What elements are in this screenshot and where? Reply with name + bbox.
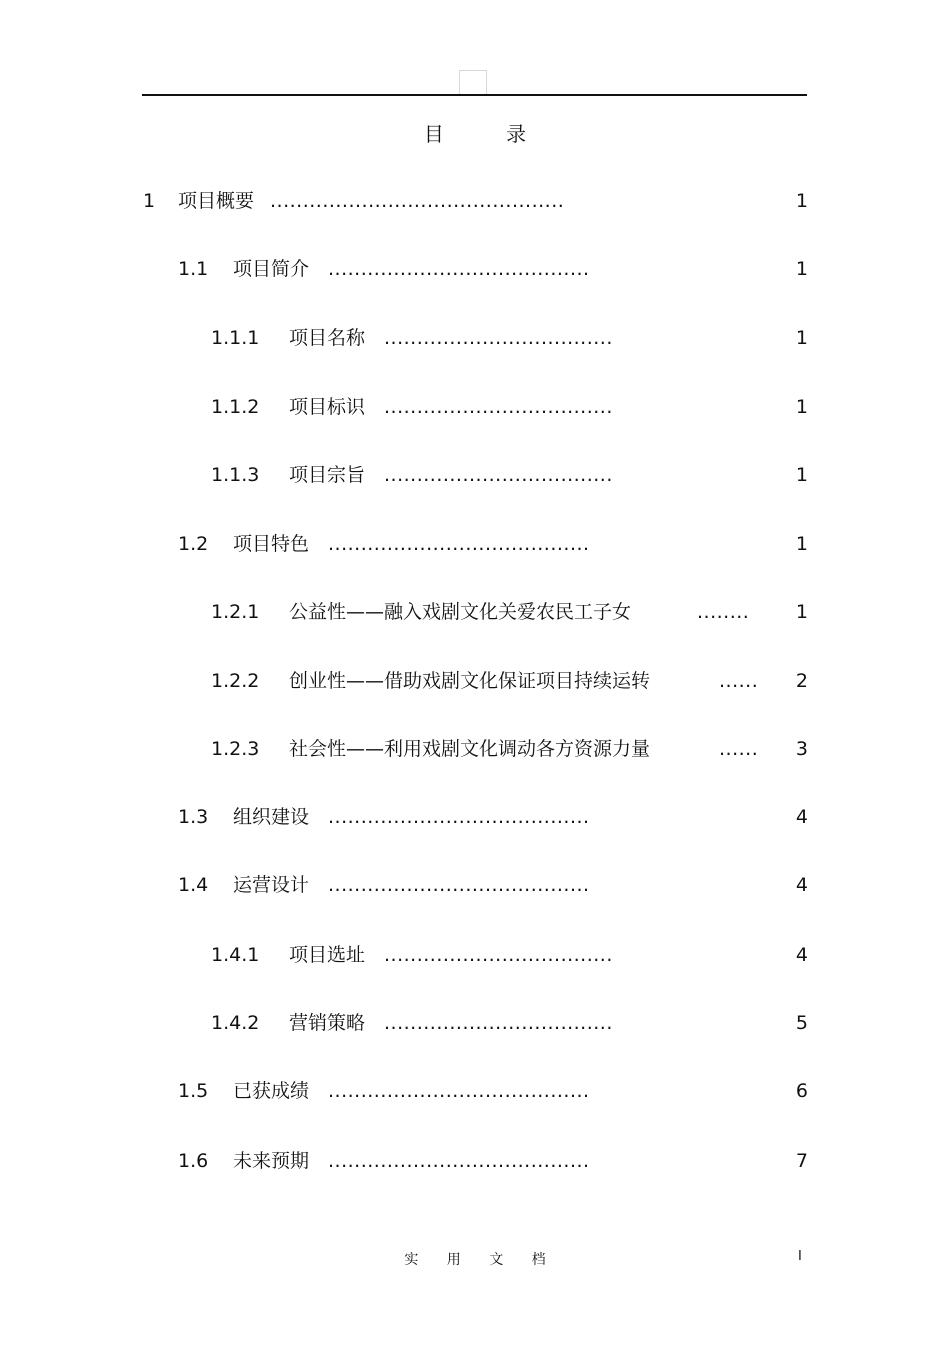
toc-entry-title: 项目宗旨 [289,464,366,486]
toc-entry-page: 7 [795,1150,808,1172]
toc-title: 目 录 [423,122,555,146]
toc-entry-number: 1.2.1 [211,601,260,623]
toc-entry-number: 1.4 [178,874,209,896]
toc-entry-page: 5 [795,1012,808,1034]
toc-entry[interactable] [0,1009,950,1037]
toc-entry-title: 项目概要 [178,190,255,212]
footer-page-number: I [798,1249,802,1264]
toc-entry-page: 1 [795,464,808,486]
toc-entry-title: 已获成绩 [233,1080,310,1102]
toc-entry-title: 项目简介 [233,258,310,280]
toc-entry[interactable] [0,1077,950,1105]
toc-entry-title: 公益性——融入戏剧文化关爱农民工子女 [289,601,632,623]
toc-entry-leader-dots: ................................... [384,464,613,486]
toc-entry[interactable] [0,187,950,215]
toc-entry-title: 项目标识 [289,396,366,418]
toc-entry-page: 1 [795,601,808,623]
toc-entry-page: 4 [795,874,808,896]
header-mark [459,70,487,94]
toc-entry-leader-dots: ........................................ [328,874,590,896]
toc-entry[interactable] [0,255,950,283]
toc-entry-number: 1.3 [178,806,209,828]
toc-entry[interactable] [0,461,950,489]
toc-entry[interactable] [0,941,950,969]
toc-entry-page: 1 [795,533,808,555]
toc-entry-page: 2 [795,670,808,692]
toc-entry-title: 营销策略 [289,1012,366,1034]
toc-entry-leader-dots: ........................................ [328,1080,590,1102]
toc-entry-title: 项目名称 [289,327,366,349]
toc-entry-page: 4 [795,944,808,966]
toc-entry-title: 组织建设 [233,806,310,828]
toc-entry-leader-dots: ................................... [384,327,613,349]
toc-entry-number: 1.1.3 [211,464,260,486]
toc-entry-leader-dots: ........................................ [328,806,590,828]
toc-entry-title: 未来预期 [233,1150,310,1172]
toc-entry[interactable] [0,324,950,352]
toc-entry-title: 运营设计 [233,874,310,896]
toc-entry-page: 1 [795,327,808,349]
toc-entry-number: 1.1.1 [211,327,260,349]
toc-entry[interactable] [0,871,950,899]
toc-entry-number: 1.1.2 [211,396,260,418]
toc-entry[interactable] [0,735,950,763]
toc-entry[interactable] [0,393,950,421]
toc-entry-title: 社会性——利用戏剧文化调动各方资源力量 [289,738,651,760]
toc-entry-leader-dots: ................................... [384,1012,613,1034]
toc-entry-page: 1 [795,190,808,212]
toc-entry-leader-dots: ........................................ [328,258,590,280]
toc-entry-leader-dots: ........ [697,601,750,623]
toc-entry-number: 1.4.1 [211,944,260,966]
toc-entry-number: 1.2.3 [211,738,260,760]
toc-entry-leader-dots: ...... [719,738,759,760]
toc-entry-leader-dots: ................................... [384,944,613,966]
toc-entry-number: 1.5 [178,1080,209,1102]
toc-entry-page: 6 [795,1080,808,1102]
toc-entry-number: 1.4.2 [211,1012,260,1034]
toc-entry[interactable] [0,803,950,831]
toc-entry-leader-dots: ...... [719,670,759,692]
toc-entry-title: 项目特色 [233,533,310,555]
toc-entry-leader-dots: ........................................ [328,533,590,555]
toc-entry-page: 1 [795,258,808,280]
toc-entry[interactable] [0,1147,950,1175]
toc-entry[interactable] [0,598,950,626]
toc-entry-leader-dots: ............................................. [270,190,565,212]
toc-entry-page: 4 [795,806,808,828]
toc-entry-number: 1.2 [178,533,209,555]
toc-entry-leader-dots: ........................................ [328,1150,590,1172]
toc-entry[interactable] [0,530,950,558]
toc-entry-page: 1 [795,396,808,418]
toc-entry-number: 1.6 [178,1150,209,1172]
toc-entry-leader-dots: ................................... [384,396,613,418]
toc-entry-number: 1 [143,190,156,212]
toc-entry-page: 3 [795,738,808,760]
toc-entry-number: 1.1 [178,258,209,280]
header-rule [142,94,807,96]
toc-entry-title: 项目选址 [289,944,366,966]
toc-entry[interactable] [0,667,950,695]
toc-entry-number: 1.2.2 [211,670,260,692]
footer-text: 实 用 文 档 [404,1252,558,1268]
toc-entry-title: 创业性——借助戏剧文化保证项目持续运转 [289,670,651,692]
